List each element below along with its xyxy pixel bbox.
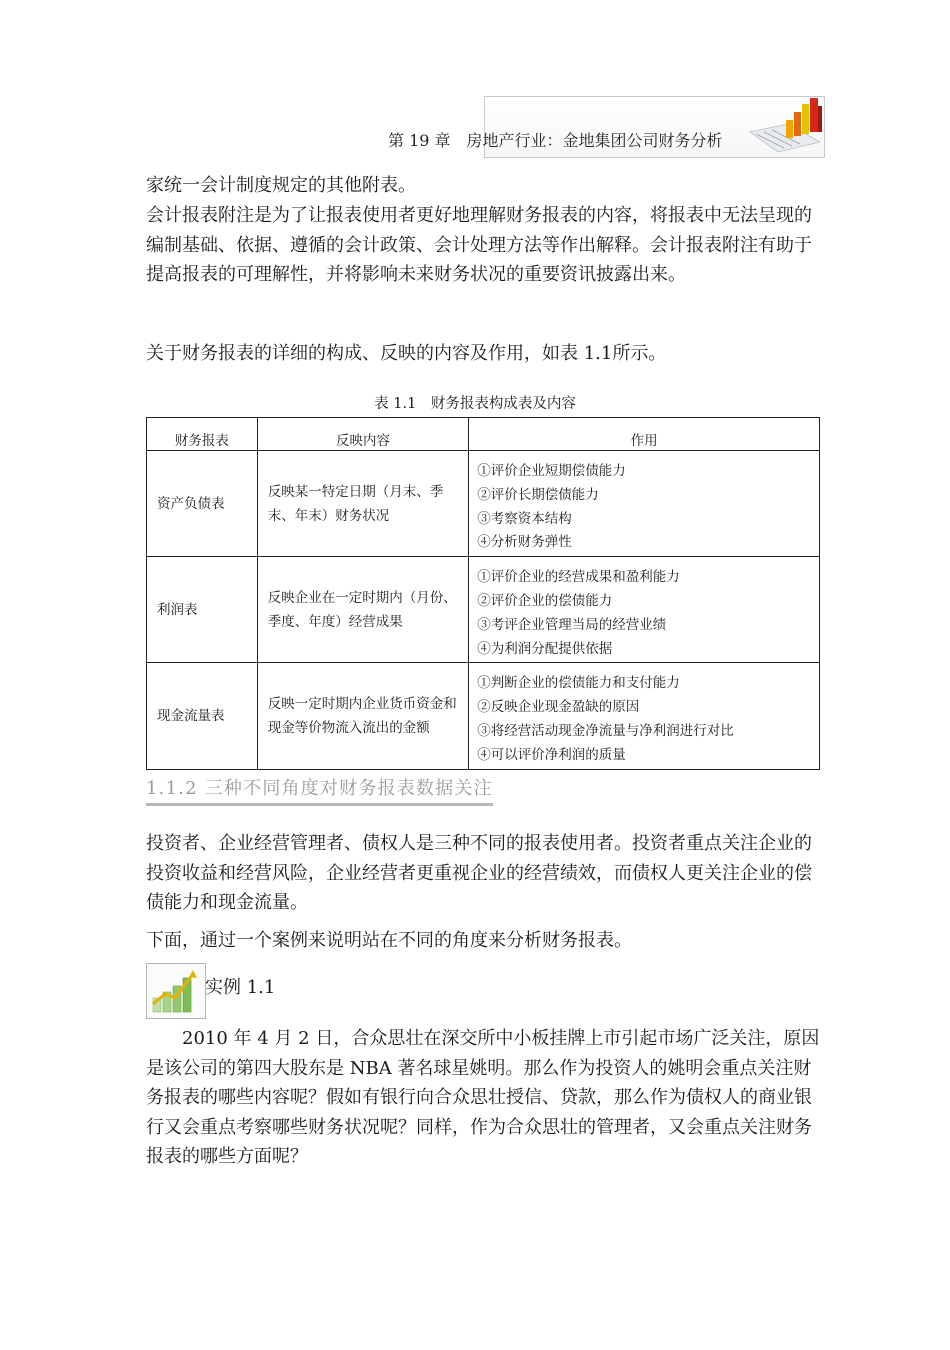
- header-use: 作用: [469, 418, 820, 451]
- use-item: ④可以评价净利润的质量: [477, 746, 626, 763]
- table-row: [147, 557, 820, 663]
- example-paragraph: 2010 年 4 月 2 日，合众思壮在深交所中小板挂牌上市引起市场广泛关注，原因是该公司的第四大股东是 NBA 著名球星姚明。那么作为投资人的姚明会重点关注财务报表的哪些内容呢？假如有银行向合众思壮授信、贷款，那么作为债权人的商业银行又会重点考察哪些财务状况呢？同样，作为合众思壮的管理者，又会重点关注财务报表的哪些方面呢？: [146, 1028, 820, 1167]
- table-header-row: [147, 418, 820, 451]
- use-item: ③考察资本结构: [477, 510, 572, 527]
- report-name: 利润表: [147, 557, 258, 663]
- bar-chart-icon: [748, 96, 824, 154]
- table-row: [147, 663, 820, 769]
- use-item: ①评价企业短期偿债能力: [477, 463, 626, 479]
- report-reflect: 反映某一特定日期（月末、季末、年末）财务状况: [257, 451, 469, 557]
- report-reflect: 反映企业在一定时期内（月份、季度、年度）经营成果: [257, 557, 469, 663]
- use-item: ①判断企业的偿债能力和支付能力: [477, 675, 680, 692]
- use-item: ③将经营活动现金净流量与净利润进行对比: [477, 722, 734, 739]
- header-reflect: 反映内容: [257, 418, 469, 451]
- report-uses: [469, 557, 820, 663]
- chart-growth-icon: [146, 963, 206, 1019]
- header-report: 财务报表: [147, 418, 258, 451]
- paragraph-appendix-end: 家统一会计制度规定的其他附表。: [146, 175, 416, 196]
- report-name: 现金流量表: [147, 663, 258, 769]
- report-name: 资产负债表: [147, 451, 258, 557]
- report-reflect: 反映一定时期内企业货币资金和现金等价物流入流出的金额: [257, 663, 469, 769]
- use-item: ②评价企业的偿债能力: [477, 592, 613, 609]
- paragraph-table-ref: 关于财务报表的详细的构成、反映的内容及作用，如表 1.1所示。: [146, 343, 667, 364]
- example-label: 实例 1.1: [205, 977, 276, 998]
- use-item: ②反映企业现金盈缺的原因: [477, 699, 640, 716]
- use-item: ②评价长期偿债能力: [477, 486, 599, 503]
- report-uses: [469, 663, 820, 769]
- financial-reports-table: [146, 417, 820, 770]
- report-uses: [469, 451, 820, 557]
- table-caption: 表 1.1 财务报表构成表及内容: [374, 396, 576, 412]
- section-heading: 1.1.2 三种不同角度对财务报表数据关注: [146, 774, 493, 806]
- paragraph-users: 投资者、企业经营管理者、债权人是三种不同的报表使用者。投资者重点关注企业的投资收益和经营风险，企业经营者更重视企业的经营绩效，而债权人更关注企业的偿债能力和现金流量。: [146, 833, 812, 913]
- use-item: ③考评企业管理当局的经营业绩: [477, 616, 667, 633]
- table-row: [147, 451, 820, 557]
- use-item: ④分析财务弹性: [477, 534, 572, 551]
- paragraph-notes: 会计报表附注是为了让报表使用者更好地理解财务报表的内容，将报表中无法呈现的编制基础、依据、遵循的会计政策、会计处理方法等作出解释。会计报表附注有助于提高报表的可理解性，并将影响未来财务状况的重要资讯披露出来。: [146, 205, 812, 285]
- use-item: ①评价企业的经营成果和盈利能力: [477, 569, 680, 586]
- paragraph-case-intro: 下面，通过一个案例来说明站在不同的角度来分析财务报表。: [146, 930, 632, 951]
- chapter-title: 第 19 章 房地产行业：金地集团公司财务分析: [388, 131, 723, 150]
- use-item: ④为利润分配提供依据: [477, 640, 613, 657]
